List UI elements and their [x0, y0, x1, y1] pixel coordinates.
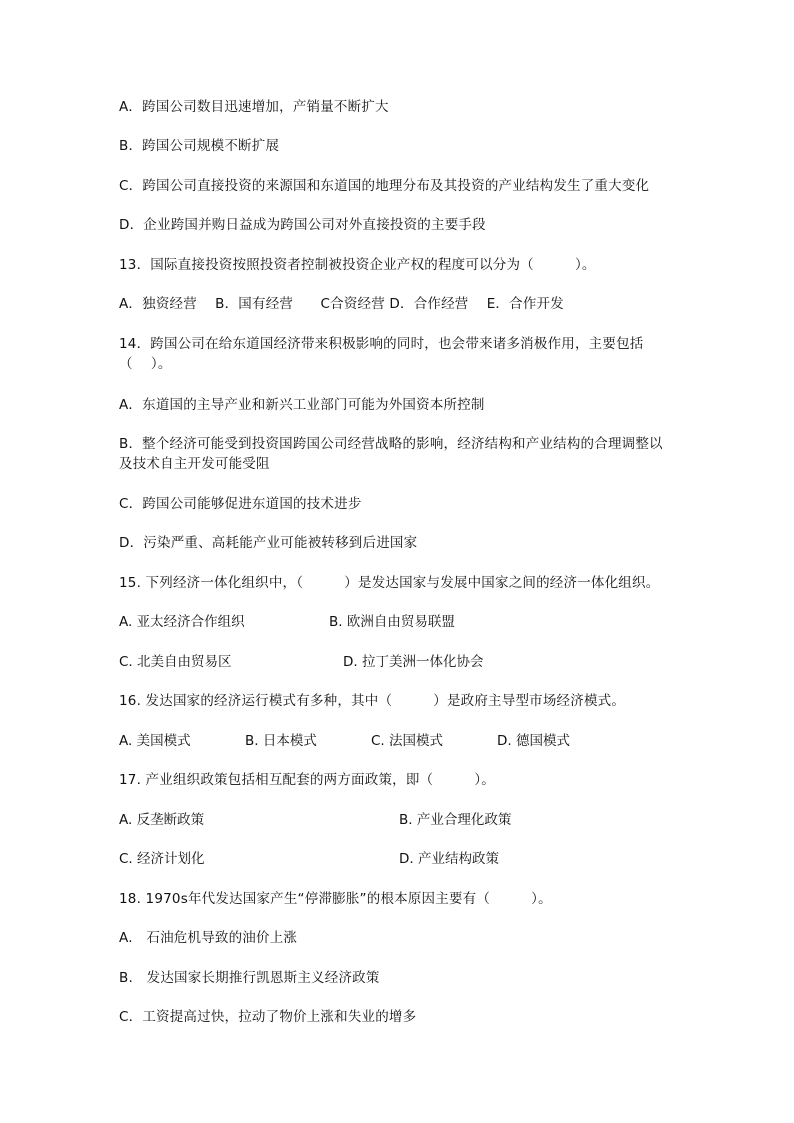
option-a-text: A．跨国公司数目迅速增加，产销量不断扩大 — [119, 99, 389, 115]
question-14-option-d: D．污染严重、高耗能产业可能被转移到后进国家 — [119, 535, 418, 551]
question-18: 18. 1970s年代发达国家产生“停滞膨胀”的根本原因主要有（ ）。 — [119, 891, 552, 907]
question-17-option-d: D. 产业结构政策 — [399, 851, 499, 867]
option-c-text: C．跨国公司直接投资的来源国和东道国的地理分布及其投资的产业结构发生了重大变化 — [119, 178, 650, 194]
question-14-option-a: A．东道国的主导产业和新兴工业部门可能为外国资本所控制 — [119, 397, 485, 413]
question-16-option-c: C. 法国模式 — [371, 733, 444, 749]
question-14-option-c: C．跨国公司能够促进东道国的技术进步 — [119, 496, 362, 512]
question-17: 17. 产业组织政策包括相互配套的两方面政策，即（ ）。 — [119, 772, 496, 788]
question-15: 15. 下列经济一体化组织中，（ ）是发达国家与发展中国家之间的经济一体化组织。 — [119, 575, 660, 591]
question-15-option-d: D. 拉丁美洲一体化协会 — [343, 654, 484, 670]
question-17-option-a: A. 反垄断政策 — [119, 812, 205, 828]
option-b-text: B．跨国公司规模不断扩展 — [119, 138, 280, 154]
question-16-option-a: A. 美国模式 — [119, 733, 191, 749]
question-14-line1: 14．跨国公司在给东道国经济带来积极影响的同时，也会带来诸多消极作用，主要包括 — [119, 336, 644, 352]
question-14-option-b-line2: 及技术自主开发可能受阻 — [119, 456, 270, 472]
question-13-options: A．独资经营 B．国有经营 C合资经营 D．合作经营 E．合作开发 — [119, 296, 564, 312]
question-13: 13．国际直接投资按照投资者控制被投资企业产权的程度可以分为（ ）。 — [119, 257, 596, 273]
question-15-option-c: C. 北美自由贸易区 — [119, 654, 232, 670]
question-18-option-b: B. 发达国家长期推行凯恩斯主义经济政策 — [119, 970, 380, 986]
question-16-option-b: B. 日本模式 — [245, 733, 317, 749]
question-16: 16. 发达国家的经济运行模式有多种，其中（ ）是政府主导型市场经济模式。 — [119, 693, 626, 709]
question-18-option-c: C．工资提高过快，拉动了物价上涨和失业的增多 — [119, 1009, 417, 1025]
question-18-option-a: A. 石油危机导致的油价上涨 — [119, 930, 298, 946]
question-14-line2: （ ）。 — [119, 356, 172, 372]
question-16-option-d: D. 德国模式 — [497, 733, 570, 749]
question-14-option-b-line1: B．整个经济可能受到投资国跨国公司经营战略的影响，经济结构和产业结构的合理调整以 — [119, 436, 663, 452]
question-15-option-a: A. 亚太经济合作组织 — [119, 614, 245, 630]
question-15-option-b: B. 欧洲自由贸易联盟 — [329, 614, 455, 630]
question-17-option-b: B. 产业合理化政策 — [399, 812, 512, 828]
option-d-text: D．企业跨国并购日益成为跨国公司对外直接投资的主要手段 — [119, 217, 486, 233]
question-17-option-c: C. 经济计划化 — [119, 851, 205, 867]
